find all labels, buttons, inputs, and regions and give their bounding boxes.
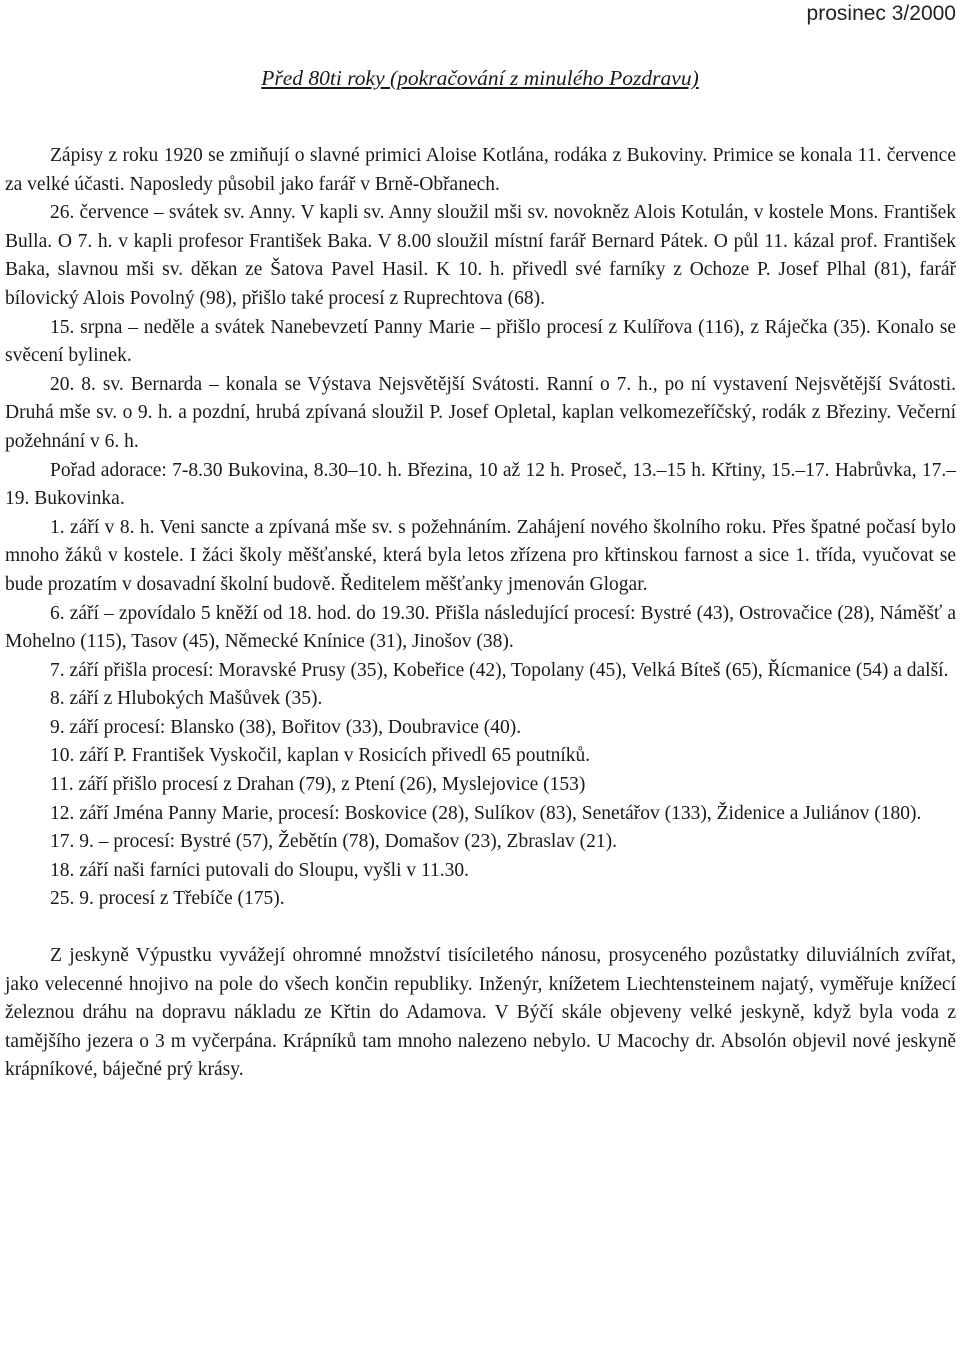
paragraph-7-zari: 7. září přišla procesí: Moravské Prusy (35), Kobeřice (42), Topolany (45), Velká Bíteš (65), Řícmanice (54) a další.	[50, 659, 949, 681]
paragraph-jeskyne: Z jeskyně Výpustku vyvážejí ohromné množství tisíciletého nánosu, prosyceného pozůstatky diluviálních zvířat, jako velecenné hnojivo na pole do všech končin republiky. Inženýr, knížetem Liechtensteinem najatý, vyměřuje knížecí železnou dráhu na dopravu nákladu ze Křtin do Adamova. V Býčí skále objeveny velké jeskyně, když byla voda z tamějšího jezera o 3 m vyčerpána. Krápníků tam mnoho nalezeno nebylo. U Macochy dr. Absolón objevil nové jeskyně krápníkové, báječné prý krásy.	[5, 945, 956, 1081]
issue-date: prosinec 3/2000	[806, 2, 956, 25]
paragraph-porad-adorace: Pořad adorace: 7-8.30 Bukovina, 8.30–10. h. Březina, 10 až 12 h. Proseč, 13.–15 h. Křtiny, 15.–17. Habrůvka, 17.–19. Bukovinka.	[5, 459, 956, 510]
paragraph-1-zari: 1. září v 8. h. Veni sancte a zpívaná mše sv. s požehnáním. Zahájení nového školního roku. Přes špatné počasí bylo mnoho žáků v kostele. I žáci školy měšťanské, která byla letos zřízena pro křtinskou farnost a sice 1. třída, vyučovat se bude prozatím v dosavadní školní budově. Ředitelem měšťanky jmenován Glogar.	[5, 516, 956, 595]
paragraph-svatek-sv-anny: 26. července – svátek sv. Anny. V kapli sv. Anny sloužil mši sv. novokněz Alois Kotulán, v kostele Mons. František Bulla. O 7. h. v kapli profesor František Baka. V 8.00 sloužil místní farář Bernard Pátek. O půl 11. kázal prof. František Baka, slavnou mši sv. děkan ze Šatova Pavel Hasil. K 10. h. přivedl své farníky z Ochoze P. Josef Plhal (81), farář bílovický Alois Povolný (98), přišlo také procesí z Ruprechtova (68).	[5, 202, 956, 309]
paragraph-8-zari: 8. září z Hlubokých Mašůvek (35).	[50, 688, 323, 710]
paragraph-10-zari: 10. září P. František Vyskočil, kaplan v Rosicích přivedl 65 poutníků.	[50, 745, 591, 767]
paragraph-17-9: 17. 9. – procesí: Bystré (57), Žebětín (78), Domašov (23), Zbraslav (21).	[50, 831, 617, 853]
paragraph-sv-bernarda: 20. 8. sv. Bernarda – konala se Výstava Nejsvětější Svátosti. Ranní o 7. h., po ní vystavení Nejsvětější Svátosti. Druhá mše sv. o 9. h. a pozdní, hrubá zpívaná sloužil P. Josef Opletal, kaplan velkomezeříčský, rodák z Březiny. Večerní požehnání v 6. h.	[5, 373, 956, 452]
paragraph-11-zari: 11. září přišlo procesí z Drahan (79), z Ptení (26), Myslejovice (153)	[50, 774, 586, 796]
paragraph-primice: Zápisy z roku 1920 se zmiňují o slavné primici Aloise Kotlána, rodáka z Bukoviny. Primice se konala 11. července za velké účasti. Naposledy působil jako farář v Brně-Obřanech.	[5, 145, 956, 195]
paragraph-6-zari: 6. září – zpovídalo 5 kněží od 18. hod. do 19.30. Přišla následující procesí: Bystré (43), Ostrovačice (28), Náměšť a Mohelno (115), Tasov (45), Německé Knínice (31), Jinošov (38).	[5, 602, 956, 653]
paragraph-nanebevzeti: 15. srpna – neděle a svátek Nanebevzetí Panny Marie – přišlo procesí z Kulířova (116), z Ráječka (35). Konalo se svěcení bylinek.	[5, 316, 956, 367]
article-body	[5, 142, 956, 1085]
paragraph-9-zari: 9. září procesí: Blansko (38), Bořitov (33), Doubravice (40).	[50, 716, 522, 738]
paragraph-18-zari: 18. září naši farníci putovali do Sloupu, vyšli v 11.30.	[50, 859, 470, 881]
paragraph-gap	[5, 914, 956, 942]
article-title: Před 80ti roky (pokračování z minulého Pozdravu)	[261, 66, 699, 90]
paragraph-12-zari: 12. září Jména Panny Marie, procesí: Boskovice (28), Sulíkov (83), Senetářov (133), Židenice a Juliánov (180).	[50, 802, 922, 824]
paragraph-25-9: 25. 9. procesí z Třebíče (175).	[50, 888, 285, 910]
